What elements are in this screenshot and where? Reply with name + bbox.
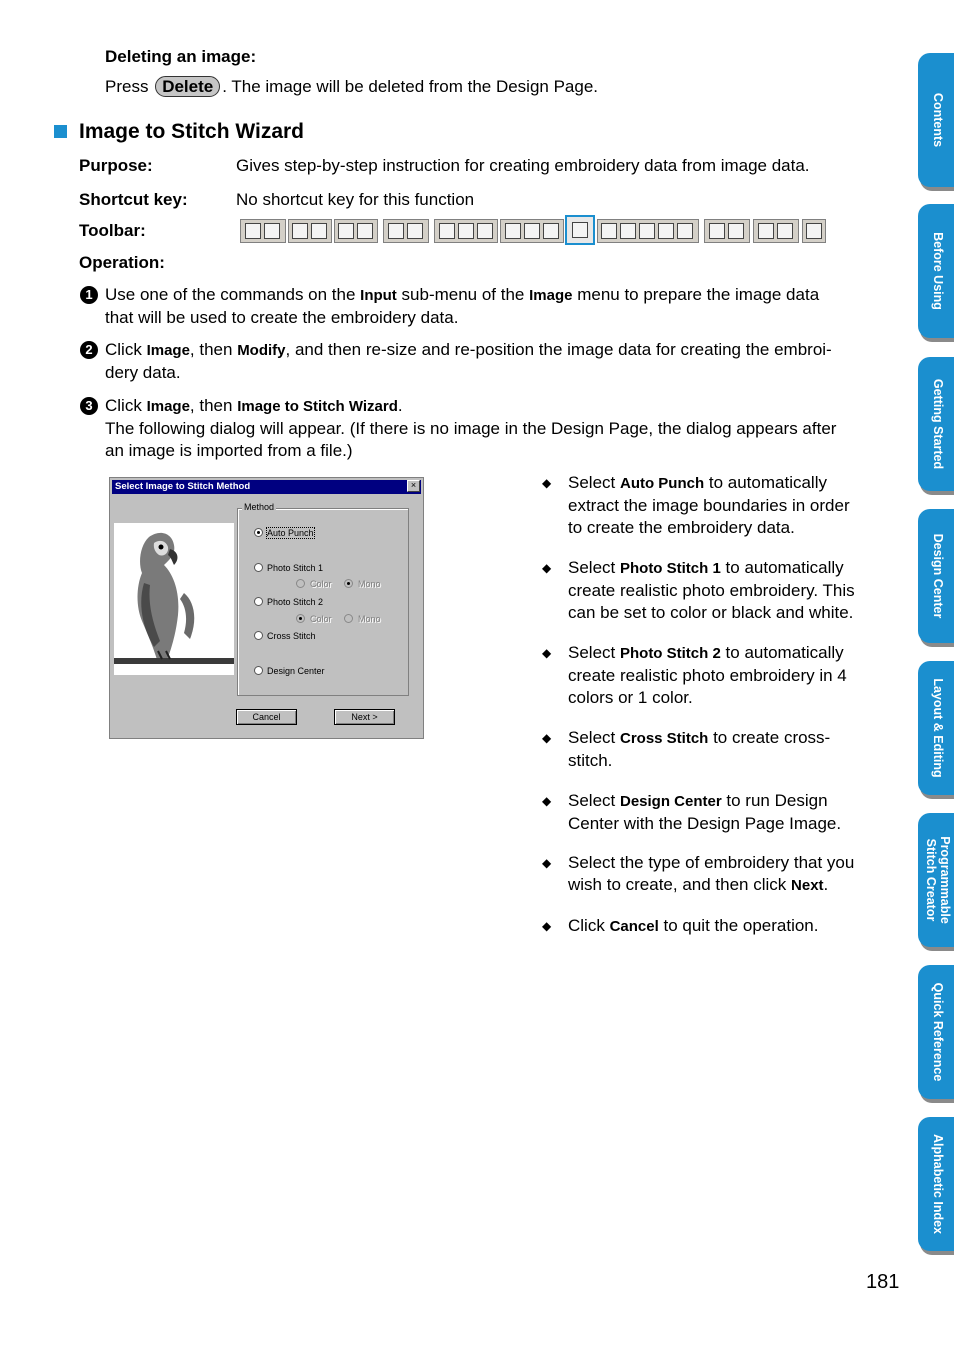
tab-design-center[interactable]: Design Center	[918, 509, 954, 643]
operation-label: Operation:	[79, 253, 165, 272]
diamond-icon: ◆	[542, 731, 552, 745]
design-center-label: Design Center	[267, 666, 325, 676]
deleting-heading: Deleting an image:	[105, 47, 257, 66]
auto-punch-radio[interactable]	[254, 528, 263, 537]
cancel-button[interactable]: Cancel	[236, 709, 297, 725]
photo-stitch-2-radio[interactable]	[254, 597, 263, 606]
shortcut-label: Shortcut key:	[79, 190, 188, 209]
parrot-image	[114, 523, 234, 675]
ps2-mono-label: Mono	[358, 614, 381, 624]
design-center-radio[interactable]	[254, 666, 263, 675]
ps1-mono-label: Mono	[358, 579, 381, 589]
purpose-value: Gives step-by-step instruction for creating embroidery data from image data.	[236, 156, 810, 175]
tab-before-using[interactable]: Before Using	[918, 204, 954, 338]
bullet-auto-punch: Select Auto Punch to automatically extract the image boundaries in order to create the embroidery data.	[568, 473, 850, 537]
tab-getting-started[interactable]: Getting Started	[918, 357, 954, 491]
bullet-design-center: Select Design Center to run Design Center with the Design Page Image.	[568, 791, 842, 833]
ps2-color-label: Color	[310, 614, 332, 624]
photo-stitch-1-label: Photo Stitch 1	[267, 563, 324, 573]
step-3-line-1: Click Image, then Image to Stitch Wizard.	[105, 396, 403, 415]
cross-stitch-label: Cross Stitch	[267, 631, 316, 641]
close-icon[interactable]: ×	[407, 480, 420, 492]
delete-key: Delete	[155, 76, 220, 97]
dialog-title: Select Image to Stitch Method	[112, 480, 421, 494]
step-3-number: 3	[80, 397, 98, 415]
step-2-number: 2	[80, 341, 98, 359]
step-3-line-3: an image is imported from a file.)	[105, 441, 353, 460]
press-text: Press	[105, 77, 149, 96]
auto-punch-label: Auto Punch	[267, 528, 314, 538]
section-square-icon	[54, 125, 67, 138]
ps2-color-radio[interactable]	[296, 614, 305, 623]
photo-stitch-2-label: Photo Stitch 2	[267, 597, 324, 607]
step-1-line-2: that will be used to create the embroidery data.	[105, 308, 459, 327]
diamond-icon: ◆	[542, 646, 552, 660]
tab-alphabetic-index[interactable]: Alphabetic Index	[918, 1117, 954, 1251]
step-1-number: 1	[80, 286, 98, 304]
next-button[interactable]: Next >	[334, 709, 395, 725]
step-3-line-2: The following dialog will appear. (If there is no image in the Design Page, the dialog appears after	[105, 419, 837, 438]
bullet-photo-stitch-1: Select Photo Stitch 1 to automatically create realistic photo embroidery. This can be set to color or black and white.	[568, 558, 855, 622]
diamond-icon: ◆	[542, 561, 552, 575]
page-number: 181	[866, 1271, 900, 1293]
step-2-line-2: dery data.	[105, 363, 181, 382]
purpose-label: Purpose:	[79, 156, 153, 175]
ps1-color-radio[interactable]	[296, 579, 305, 588]
ps1-mono-radio[interactable]	[344, 579, 353, 588]
section-title: Image to Stitch Wizard	[79, 120, 305, 143]
tab-programmable-stitch-creator[interactable]: Programmable Stitch Creator	[918, 813, 954, 947]
step-2-line-1: Click Image, then Modify, and then re-size and re-position the image data for creating the embroi-	[105, 340, 832, 359]
ps2-mono-radio[interactable]	[344, 614, 353, 623]
method-groupbox	[237, 502, 409, 696]
bullet-select-type: Select the type of embroidery that you wish to create, and then click Next.	[568, 853, 855, 894]
diamond-icon: ◆	[542, 856, 552, 870]
tab-layout-editing[interactable]: Layout & Editing	[918, 661, 954, 795]
method-group-label: Method	[244, 502, 275, 512]
diamond-icon: ◆	[542, 919, 552, 933]
cross-stitch-radio[interactable]	[254, 631, 263, 640]
bullet-cross-stitch: Select Cross Stitch to create cross- stitch.	[568, 728, 831, 770]
photo-stitch-1-radio[interactable]	[254, 563, 263, 572]
step-1-line-1: Use one of the commands on the Input sub-menu of the Image menu to prepare the image data	[105, 285, 820, 304]
toolbar-label: Toolbar:	[79, 221, 146, 240]
tab-quick-reference[interactable]: Quick Reference	[918, 965, 954, 1099]
shortcut-value: No shortcut key for this function	[236, 190, 475, 209]
select-method-dialog	[109, 477, 424, 739]
diamond-icon: ◆	[542, 476, 552, 490]
bullet-photo-stitch-2: Select Photo Stitch 2 to automatically create realistic photo embroidery in 4 colors or 1 color.	[568, 643, 847, 707]
ps1-color-label: Color	[310, 579, 332, 589]
deleting-line	[105, 76, 598, 98]
tab-contents[interactable]: Contents	[918, 53, 954, 187]
bullet-cancel: Click Cancel to quit the operation.	[568, 916, 819, 935]
diamond-icon: ◆	[542, 794, 552, 808]
deleting-rest: . The image will be deleted from the Design Page.	[222, 77, 599, 96]
